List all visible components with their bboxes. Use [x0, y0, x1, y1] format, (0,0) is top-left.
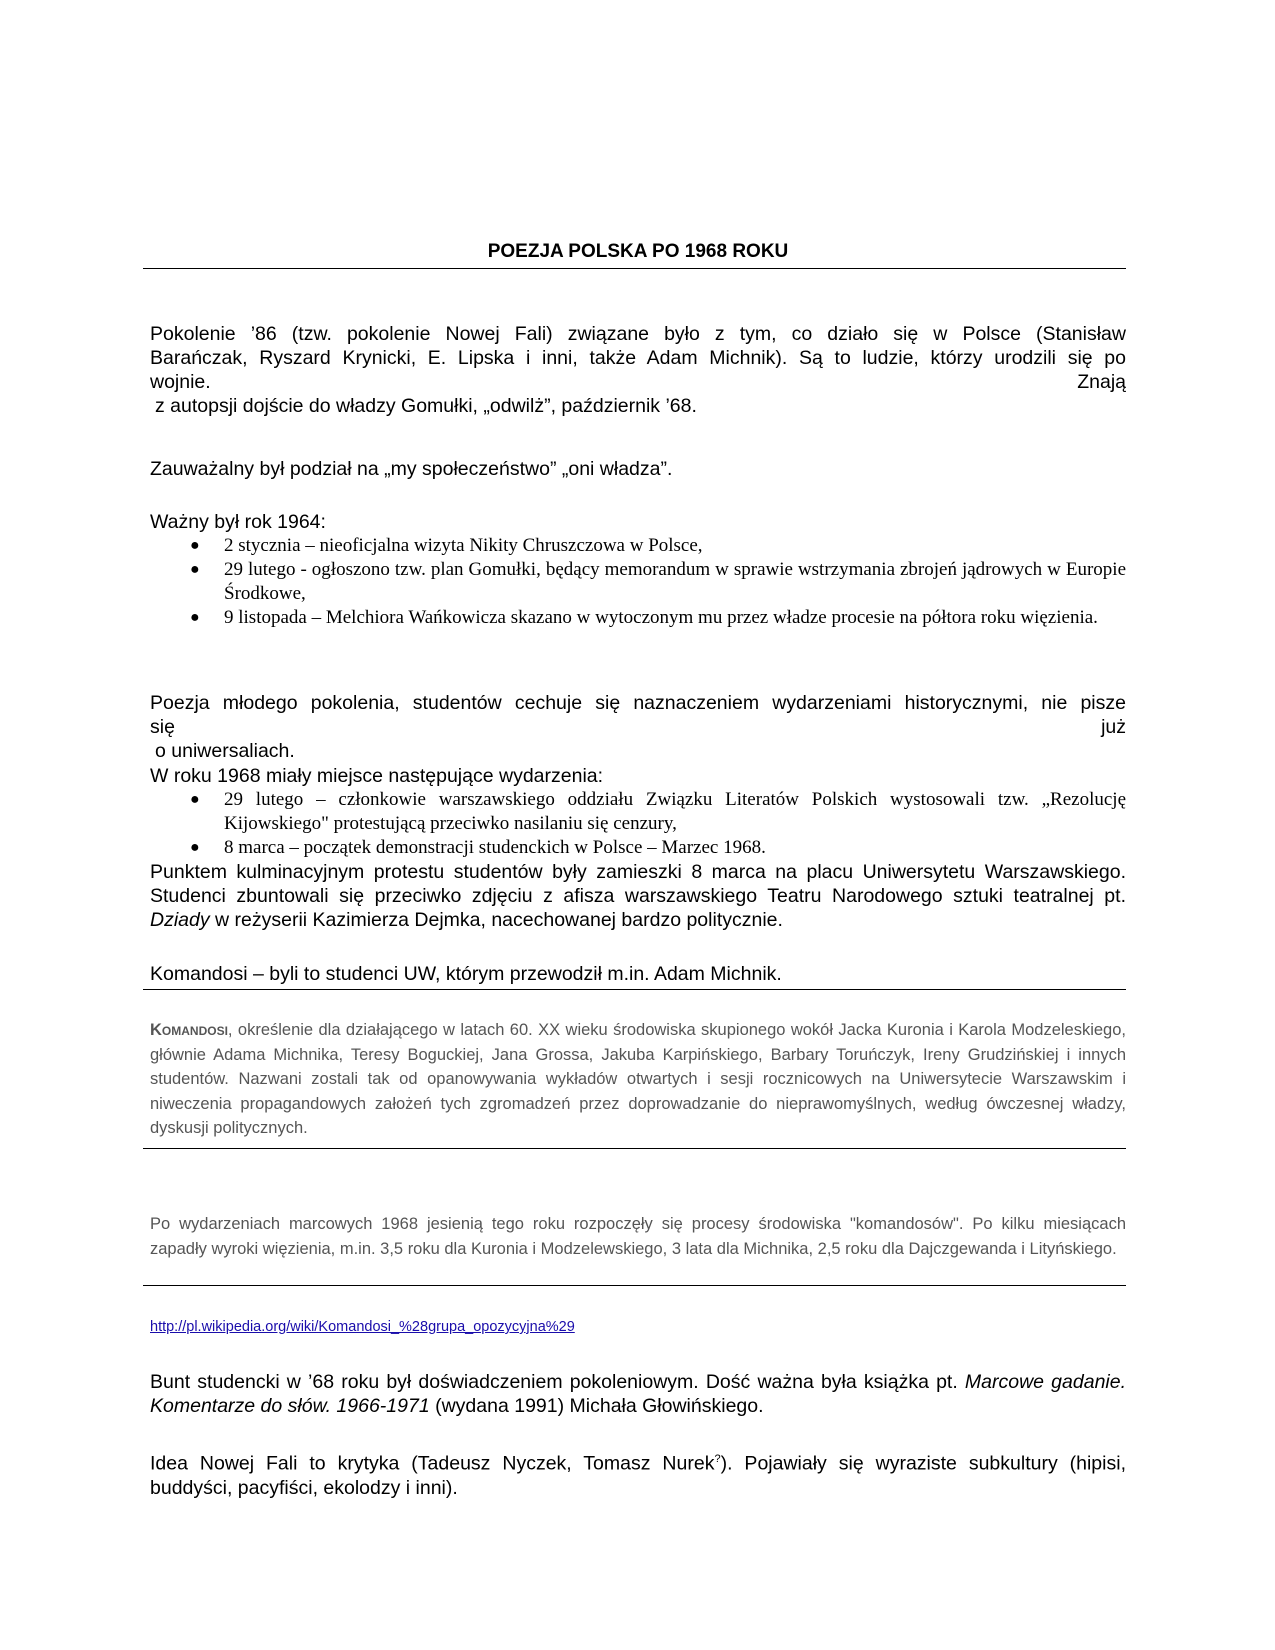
revolt-paragraph: Bunt studencki w ’68 roku był doświadczeniem pokoleniowym. Dość ważna była książka pt. Marcowe gadanie. Komentarze do słów. 1966-1971 (wydana 1991) Michała Głowińskiego. — [150, 1371, 1127, 1417]
year-1964-list — [150, 534, 1126, 630]
page-title: POEZJA POLSKA PO 1968 ROKU — [487, 241, 789, 262]
poetry-line: o uniwersaliach. — [155, 740, 295, 762]
list-item: ● 8 marca – początek demonstracji studenckich w Polsce – Marzec 1968. — [190, 837, 766, 858]
idea-paragraph: Idea Nowej Fali to krytyka (Tadeusz Nyczek, Tomasz Nurek?). Pojawiały się wyraziste subkultury (hipisi, buddyści, pacyfiści, ekolodzy i inni). — [150, 1452, 1126, 1499]
book-title: Marcowe gadanie. Komentarze do słów. 1966-1971 — [150, 1371, 1127, 1417]
bullet-icon: ● — [190, 537, 200, 554]
year-1964-heading: Ważny był rok 1964: — [150, 511, 326, 533]
intro-line: Pokolenie ’86 (tzw. pokolenie Nowej Fali) związane było z tym, co działo się w Polsce (Stanisław — [150, 323, 1126, 345]
year-1968-list — [150, 788, 1126, 860]
list-item: ● 29 lutego - ogłoszono tzw. plan Gomułki, będący memorandum w sprawie wstrzymania zbrojeń jądrowych w Europie Środkowe, — [190, 559, 1126, 604]
bullet-icon: ● — [190, 839, 200, 856]
bullet-icon: ● — [190, 791, 200, 808]
komandosi-paragraph: Komandosi – byli to studenci UW, którym przewodził m.in. Adam Michnik. — [150, 963, 782, 985]
division-paragraph: Zauważalny był podział na „my społeczeństwo” „oni władza”. — [150, 458, 673, 480]
intro-line: z autopsji dojście do władzy Gomułki, „odwilż”, październik ’68. — [155, 395, 697, 417]
poetry-line: Poezja młodego pokolenia, studentów cechuje się naznaczeniem wydarzeniami historycznymi, nie pisze — [150, 692, 1126, 714]
intro-paragraph — [150, 322, 1126, 418]
trials-quote: Po wydarzeniach marcowych 1968 jesienią tego roku rozpoczęły się procesy środowiska "komandosów". Po kilku miesiącach zapadły wyroki więzienia, m.in. 3,5 roku dla Kuronia i Modzelewskiego, 3 lata dla Michnika, 2,5 roku dla Dajczgewanda i Lityńskiego. — [150, 1215, 1126, 1258]
source-link-line — [150, 1318, 1126, 1336]
poetry-paragraph — [150, 691, 1126, 763]
title-underline — [143, 268, 1126, 269]
definition-quote — [150, 1018, 1126, 1141]
poetry-word: się — [150, 716, 175, 738]
source-link[interactable]: http://pl.wikipedia.org/wiki/Komandosi_%28grupa_opozycyjna%29 — [150, 1319, 575, 1335]
bullet-icon: ● — [190, 609, 200, 626]
intro-line: Barańczak, Ryszard Krynicki, E. Lipska i inni, także Adam Michnik). Są to ludzie, którzy urodzili się po — [150, 347, 1126, 369]
footnote-mark: ? — [714, 1453, 721, 1465]
list-item: ● 29 lutego – członkowie warszawskiego oddziału Związku Literatów Polskich wystosowali tzw. „Rezolucję Kijowskiego" protestującą przeciwko nasilaniu się cenzury, — [190, 789, 1126, 834]
list-item: ● 2 stycznia – nieoficjalna wizyta Nikity Chruszczowa w Polsce, — [190, 535, 703, 556]
divider — [143, 1148, 1126, 1149]
play-title: Dziady — [150, 909, 210, 931]
definition-term: Komandosi — [150, 1021, 228, 1039]
list-item: ● 9 listopada – Melchiora Wańkowicza skazano w wytoczonym mu przez władze procesie na półtora roku więzienia. — [190, 607, 1098, 628]
definition-text: , określenie dla działającego w latach 60. XX wieku środowiska skupionego wokół Jacka Kuronia i Karola Modzeleskiego, głównie Adama Michnika, Teresy Boguckiej, Jana Grossa, Jakuba Karpińskiego, Barbary Toruńczyk, Ireny Grudzińskiej i innych studentów. Nazwani zostali tak od opanowywania wykładów otwartych i sesji rocznicowych na Uniwersytecie Warszawskim i niweczenia propagandowych założeń tych zgromadzeń przez doprowadzanie do nieprawomyślnych, według ówczesnej władzy, dyskusji politycznych. — [150, 1021, 1126, 1137]
intro-word: Znają — [1077, 371, 1126, 393]
climax-paragraph: Punktem kulminacyjnym protestu studentów były zamieszki 8 marca na placu Uniwersytetu Warszawskiego. Studenci zbuntowali się przeciwko zdjęciu z afisza warszawskiego Teatru Narodowego sztuki teatralnej pt. Dziady w reżyserii Kazimierza Dejmka, nacechowanej bardzo politycznie. — [150, 861, 1126, 931]
poetry-word: już — [1101, 716, 1126, 738]
bullet-icon: ● — [190, 561, 200, 578]
intro-word: wojnie. — [150, 371, 211, 393]
year-1968-heading: W roku 1968 miały miejsce następujące wydarzenia: — [150, 765, 604, 787]
poetry-line — [150, 715, 1126, 739]
divider — [143, 989, 1126, 990]
intro-line — [150, 370, 1126, 394]
divider — [143, 1285, 1126, 1286]
